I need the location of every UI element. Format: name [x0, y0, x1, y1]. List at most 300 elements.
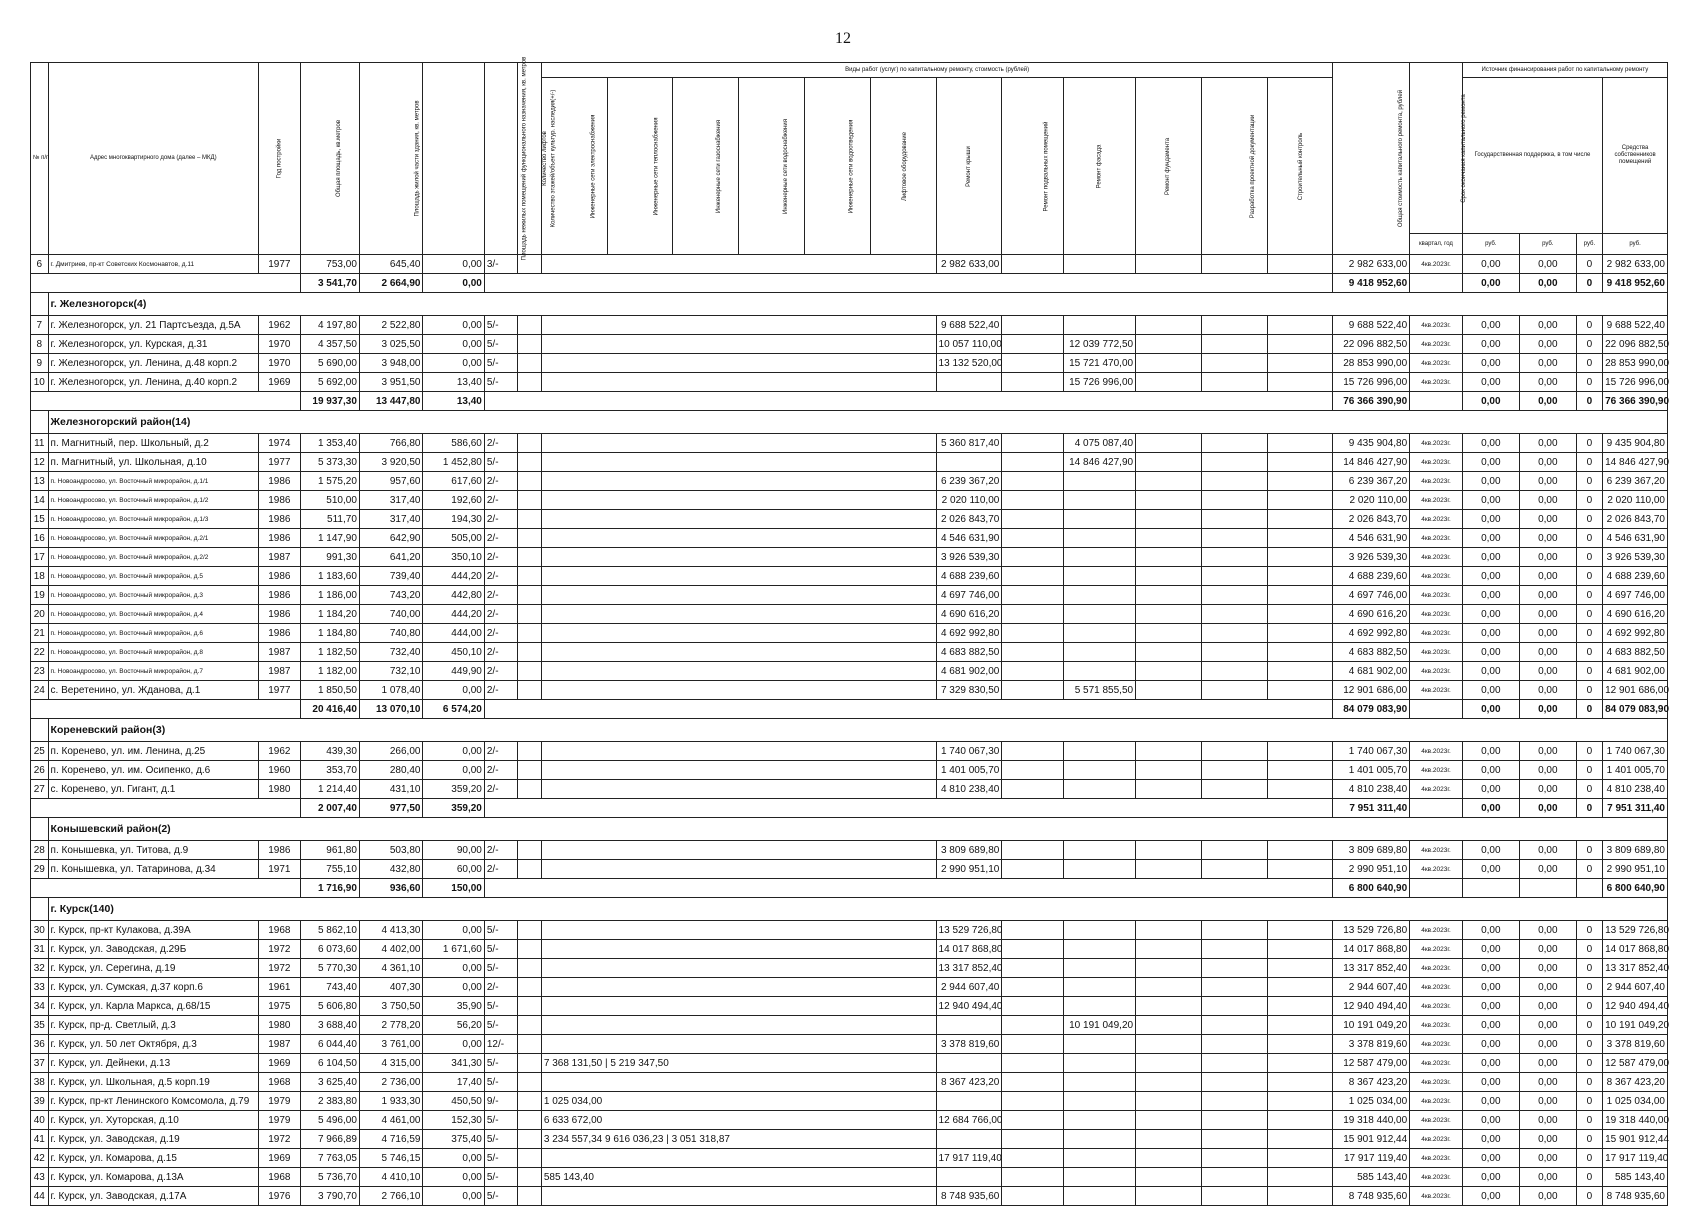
row-area-nonres: 0,00	[423, 681, 484, 700]
row-w-facade	[1063, 780, 1135, 799]
table-row	[31, 860, 1668, 879]
row-num: 14	[31, 491, 49, 510]
row-floors: 5/-	[484, 1187, 517, 1206]
row-w-design	[1201, 1073, 1267, 1092]
row-f-municipal: 0	[1576, 959, 1602, 978]
row-area-total: 4 197,80	[300, 316, 359, 335]
capital-repair-table	[30, 56, 1670, 1206]
row-f-region: 0,00	[1519, 567, 1576, 586]
row-w-design	[1201, 472, 1267, 491]
row-engineering-works	[541, 1035, 936, 1054]
row-address: г. Курск, пр-кт Ленинского Комсомола, д.79	[48, 1092, 259, 1111]
row-total-cost: 10 191 049,20	[1333, 1016, 1410, 1035]
row-area-nonres: 444,00	[423, 624, 484, 643]
row-f-fund: 0,00	[1462, 354, 1519, 373]
row-f-owners: 4 546 631,90	[1603, 529, 1668, 548]
row-engineering-works	[541, 662, 936, 681]
table-row	[31, 472, 1668, 491]
row-w-roof: 1 740 067,30	[936, 742, 1002, 761]
row-num: 37	[31, 1054, 49, 1073]
row-address: с. Коренево, ул. Гигант, д.1	[48, 780, 259, 799]
row-floors: 2/-	[484, 761, 517, 780]
row-f-fund: 0,00	[1462, 860, 1519, 879]
row-floors: 2/-	[484, 841, 517, 860]
row-w-facade	[1063, 567, 1135, 586]
row-total-cost: 12 940 494,40	[1333, 997, 1410, 1016]
row-area-nonres: 13,40	[423, 373, 484, 392]
row-w-control	[1267, 472, 1333, 491]
row-area-living: 2 522,80	[359, 316, 423, 335]
row-engineering-works	[541, 605, 936, 624]
row-f-municipal: 0	[1576, 586, 1602, 605]
row-f-municipal: 0	[1576, 1073, 1602, 1092]
row-f-region: 0,00	[1519, 255, 1576, 274]
section-label: Конышевский район(2)	[48, 818, 1667, 841]
row-w-facade: 4 075 087,40	[1063, 434, 1135, 453]
row-w-basement	[1002, 681, 1063, 700]
section-num-cell	[31, 411, 49, 434]
unit-f-municipal: руб.	[1576, 234, 1602, 255]
row-address: г. Железногорск, ул. Ленина, д.40 корп.2	[48, 373, 259, 392]
row-num: 38	[31, 1073, 49, 1092]
row-w-roof: 7 329 830,50	[936, 681, 1002, 700]
row-w-facade	[1063, 860, 1135, 879]
subtotal-empty-works	[484, 274, 1333, 293]
row-w-facade	[1063, 548, 1135, 567]
row-floors: 2/-	[484, 681, 517, 700]
subtotal-area-total: 19 937,30	[300, 392, 359, 411]
row-total-cost: 15 726 996,00	[1333, 373, 1410, 392]
section-num-cell	[31, 818, 49, 841]
row-term: 4кв.2023г.	[1410, 354, 1463, 373]
row-f-fund: 0,00	[1462, 1054, 1519, 1073]
row-w-foundation	[1136, 742, 1202, 761]
subtotal-f-owners: 7 951 311,40	[1603, 799, 1668, 818]
row-w-foundation	[1136, 1092, 1202, 1111]
table-row	[31, 1168, 1668, 1187]
row-area-nonres: 60,00	[423, 860, 484, 879]
table-row	[31, 997, 1668, 1016]
row-term: 4кв.2023г.	[1410, 586, 1463, 605]
row-lifts	[517, 1016, 541, 1035]
row-engineering-works	[541, 316, 936, 335]
row-f-fund: 0,00	[1462, 1035, 1519, 1054]
row-total-cost: 6 239 367,20	[1333, 472, 1410, 491]
subtotal-f-fund	[1462, 879, 1519, 898]
row-lifts	[517, 335, 541, 354]
row-engineering-works	[541, 978, 936, 997]
row-floors: 5/-	[484, 1130, 517, 1149]
table-row	[31, 1054, 1668, 1073]
row-lifts	[517, 681, 541, 700]
row-area-nonres: 505,00	[423, 529, 484, 548]
row-year: 1980	[259, 1016, 301, 1035]
subtotal-f-owners: 84 079 083,90	[1603, 700, 1668, 719]
row-w-roof	[936, 1016, 1002, 1035]
row-area-living: 5 746,15	[359, 1149, 423, 1168]
row-w-facade	[1063, 742, 1135, 761]
header-area-total: Общая площадь, кв.метров	[300, 63, 359, 255]
row-f-region: 0,00	[1519, 1054, 1576, 1073]
row-w-control	[1267, 761, 1333, 780]
row-address: г. Курск, ул. Дейнеки, д.13	[48, 1054, 259, 1073]
row-total-cost: 4 546 631,90	[1333, 529, 1410, 548]
row-w-foundation	[1136, 860, 1202, 879]
row-f-fund: 0,00	[1462, 959, 1519, 978]
row-term: 4кв.2023г.	[1410, 742, 1463, 761]
row-w-facade: 14 846 427,90	[1063, 453, 1135, 472]
row-total-cost: 3 378 819,60	[1333, 1035, 1410, 1054]
row-lifts	[517, 491, 541, 510]
row-f-municipal: 0	[1576, 1035, 1602, 1054]
row-w-roof: 3 926 539,30	[936, 548, 1002, 567]
row-floors: 5/-	[484, 1073, 517, 1092]
row-f-owners: 22 096 882,50	[1603, 335, 1668, 354]
row-address: п. Новоандросово, ул. Восточный микрорайон, д.6	[48, 624, 259, 643]
row-area-nonres: 0,00	[423, 978, 484, 997]
row-year: 1970	[259, 354, 301, 373]
row-f-owners: 12 901 686,00	[1603, 681, 1668, 700]
row-lifts	[517, 529, 541, 548]
row-engineering-works	[541, 1073, 936, 1092]
row-w-roof: 14 017 868,80	[936, 940, 1002, 959]
row-num: 42	[31, 1149, 49, 1168]
row-total-cost: 19 318 440,00	[1333, 1111, 1410, 1130]
row-w-control	[1267, 978, 1333, 997]
row-f-region: 0,00	[1519, 940, 1576, 959]
row-w-roof: 3 809 689,80	[936, 841, 1002, 860]
row-w-roof	[936, 1130, 1002, 1149]
row-f-region: 0,00	[1519, 860, 1576, 879]
row-area-living: 431,10	[359, 780, 423, 799]
row-f-owners: 3 378 819,60	[1603, 1035, 1668, 1054]
subtotal-area-nonres: 359,20	[423, 799, 484, 818]
row-f-municipal: 0	[1576, 681, 1602, 700]
row-f-region: 0,00	[1519, 1149, 1576, 1168]
row-year: 1968	[259, 1168, 301, 1187]
row-term: 4кв.2023г.	[1410, 491, 1463, 510]
row-f-fund: 0,00	[1462, 624, 1519, 643]
table-row	[31, 1092, 1668, 1111]
row-term: 4кв.2023г.	[1410, 1054, 1463, 1073]
row-f-municipal: 0	[1576, 335, 1602, 354]
row-f-municipal: 0	[1576, 434, 1602, 453]
row-w-design	[1201, 1092, 1267, 1111]
row-area-living: 317,40	[359, 510, 423, 529]
table-row	[31, 1073, 1668, 1092]
row-area-total: 5 606,80	[300, 997, 359, 1016]
row-area-nonres: 359,20	[423, 780, 484, 799]
row-area-total: 1 147,90	[300, 529, 359, 548]
row-f-municipal: 0	[1576, 780, 1602, 799]
row-floors: 5/-	[484, 1016, 517, 1035]
row-w-control	[1267, 921, 1333, 940]
row-num: 23	[31, 662, 49, 681]
row-lifts	[517, 1149, 541, 1168]
row-w-basement	[1002, 1016, 1063, 1035]
row-area-living: 3 761,00	[359, 1035, 423, 1054]
table-row	[31, 373, 1668, 392]
row-f-fund: 0,00	[1462, 1130, 1519, 1149]
row-f-owners: 13 529 726,80	[1603, 921, 1668, 940]
row-lifts	[517, 472, 541, 491]
row-lifts	[517, 624, 541, 643]
header-w-roof: Ремонт крыши	[936, 78, 1002, 255]
row-w-facade: 5 571 855,50	[1063, 681, 1135, 700]
header-funding-group: Источник финансирования работ по капитальному ремонту	[1462, 63, 1667, 78]
subtotal-total-cost: 9 418 952,60	[1333, 274, 1410, 293]
row-w-design	[1201, 586, 1267, 605]
row-year: 1977	[259, 453, 301, 472]
header-floors: Количество этажей/объект культур. наследия(+/-)	[484, 63, 517, 255]
row-w-design	[1201, 567, 1267, 586]
row-w-design	[1201, 1130, 1267, 1149]
row-w-foundation	[1136, 316, 1202, 335]
row-area-total: 1 186,00	[300, 586, 359, 605]
row-num: 13	[31, 472, 49, 491]
row-f-owners: 2 990 951,10	[1603, 860, 1668, 879]
section-label: г. Железногорск(4)	[48, 293, 1667, 316]
row-num: 25	[31, 742, 49, 761]
row-f-owners: 28 853 990,00	[1603, 354, 1668, 373]
row-term: 4кв.2023г.	[1410, 624, 1463, 643]
row-w-design	[1201, 510, 1267, 529]
row-w-basement	[1002, 1149, 1063, 1168]
row-area-total: 5 690,00	[300, 354, 359, 373]
row-w-facade	[1063, 662, 1135, 681]
row-year: 1972	[259, 940, 301, 959]
row-address: п. Новоандросово, ул. Восточный микрорайон, д.4	[48, 605, 259, 624]
row-engineering-works	[541, 335, 936, 354]
row-year: 1972	[259, 1130, 301, 1149]
row-f-municipal: 0	[1576, 761, 1602, 780]
row-f-owners: 4 683 882,50	[1603, 643, 1668, 662]
row-term: 4кв.2023г.	[1410, 959, 1463, 978]
table-row	[31, 491, 1668, 510]
row-w-roof	[936, 1054, 1002, 1073]
row-area-total: 1 183,60	[300, 567, 359, 586]
row-f-region: 0,00	[1519, 624, 1576, 643]
row-w-basement	[1002, 373, 1063, 392]
row-f-municipal: 0	[1576, 354, 1602, 373]
row-year: 1986	[259, 567, 301, 586]
row-area-total: 1 184,80	[300, 624, 359, 643]
row-engineering-works	[541, 529, 936, 548]
row-area-living: 3 025,50	[359, 335, 423, 354]
row-num: 9	[31, 354, 49, 373]
table-row	[31, 662, 1668, 681]
row-area-nonres: 617,60	[423, 472, 484, 491]
row-term: 4кв.2023г.	[1410, 1016, 1463, 1035]
row-area-total: 511,70	[300, 510, 359, 529]
subtotal-f-municipal: 0	[1576, 799, 1602, 818]
row-term: 4кв.2023г.	[1410, 335, 1463, 354]
row-engineering-works	[541, 255, 936, 274]
header-num: № п/п	[31, 63, 49, 255]
subtotal-row	[31, 392, 1668, 411]
row-f-owners: 585 143,40	[1603, 1168, 1668, 1187]
row-f-fund: 0,00	[1462, 529, 1519, 548]
row-f-region: 0,00	[1519, 1073, 1576, 1092]
row-f-region: 0,00	[1519, 643, 1576, 662]
row-w-basement	[1002, 761, 1063, 780]
row-f-owners: 4 810 238,40	[1603, 780, 1668, 799]
row-lifts	[517, 978, 541, 997]
table-row	[31, 354, 1668, 373]
row-w-roof: 5 360 817,40	[936, 434, 1002, 453]
row-area-total: 510,00	[300, 491, 359, 510]
row-f-fund: 0,00	[1462, 335, 1519, 354]
row-f-region: 0,00	[1519, 997, 1576, 1016]
row-w-control	[1267, 434, 1333, 453]
header-year: Год постройки	[259, 63, 301, 255]
row-floors: 2/-	[484, 742, 517, 761]
row-engineering-works	[541, 1016, 936, 1035]
table-row	[31, 453, 1668, 472]
row-lifts	[517, 1035, 541, 1054]
row-total-cost: 28 853 990,00	[1333, 354, 1410, 373]
row-address: г. Курск, ул. Заводская, д.19	[48, 1130, 259, 1149]
row-w-design	[1201, 662, 1267, 681]
row-year: 1970	[259, 335, 301, 354]
row-engineering-works	[541, 567, 936, 586]
row-area-nonres: 375,40	[423, 1130, 484, 1149]
row-area-nonres: 0,00	[423, 742, 484, 761]
row-w-design	[1201, 1035, 1267, 1054]
row-w-basement	[1002, 921, 1063, 940]
row-area-nonres: 1 671,60	[423, 940, 484, 959]
row-w-roof: 4 690 616,20	[936, 605, 1002, 624]
row-address: г. Курск, ул. Хуторская, д.10	[48, 1111, 259, 1130]
row-w-foundation	[1136, 548, 1202, 567]
table-row	[31, 567, 1668, 586]
row-area-nonres: 350,10	[423, 548, 484, 567]
row-w-control	[1267, 1016, 1333, 1035]
table-row	[31, 978, 1668, 997]
row-f-owners: 4 692 992,80	[1603, 624, 1668, 643]
row-engineering-works	[541, 959, 936, 978]
table-row	[31, 605, 1668, 624]
row-f-fund: 0,00	[1462, 491, 1519, 510]
row-w-basement	[1002, 316, 1063, 335]
row-w-control	[1267, 373, 1333, 392]
row-w-foundation	[1136, 1187, 1202, 1206]
row-num: 6	[31, 255, 49, 274]
row-total-cost: 2 020 110,00	[1333, 491, 1410, 510]
table-row	[31, 780, 1668, 799]
row-f-region: 0,00	[1519, 453, 1576, 472]
row-f-municipal: 0	[1576, 472, 1602, 491]
row-num: 22	[31, 643, 49, 662]
row-lifts	[517, 780, 541, 799]
row-area-total: 753,00	[300, 255, 359, 274]
row-w-design	[1201, 529, 1267, 548]
row-w-basement	[1002, 841, 1063, 860]
row-total-cost: 12 901 686,00	[1333, 681, 1410, 700]
row-engineering-works	[541, 548, 936, 567]
row-w-basement	[1002, 959, 1063, 978]
subtotal-f-owners: 9 418 952,60	[1603, 274, 1668, 293]
row-year: 1979	[259, 1092, 301, 1111]
row-lifts	[517, 567, 541, 586]
row-w-basement	[1002, 780, 1063, 799]
row-w-roof: 2 020 110,00	[936, 491, 1002, 510]
row-w-basement	[1002, 742, 1063, 761]
row-engineering-works	[541, 434, 936, 453]
row-f-owners: 19 318 440,00	[1603, 1111, 1668, 1130]
subtotal-total-cost: 7 951 311,40	[1333, 799, 1410, 818]
row-w-facade: 12 039 772,50	[1063, 335, 1135, 354]
row-lifts	[517, 1187, 541, 1206]
row-area-total: 743,40	[300, 978, 359, 997]
row-address: п. Новоандросово, ул. Восточный микрорайон, д.5	[48, 567, 259, 586]
row-area-total: 5 496,00	[300, 1111, 359, 1130]
row-area-total: 1 184,20	[300, 605, 359, 624]
row-engineering-works	[541, 780, 936, 799]
row-num: 12	[31, 453, 49, 472]
row-f-region: 0,00	[1519, 434, 1576, 453]
row-term: 4кв.2023г.	[1410, 453, 1463, 472]
table-row	[31, 1111, 1668, 1130]
row-area-total: 4 357,50	[300, 335, 359, 354]
row-w-roof: 4 546 631,90	[936, 529, 1002, 548]
row-w-basement	[1002, 548, 1063, 567]
row-f-fund: 0,00	[1462, 841, 1519, 860]
row-f-fund: 0,00	[1462, 1016, 1519, 1035]
row-f-owners: 2 026 843,70	[1603, 510, 1668, 529]
row-w-foundation	[1136, 1035, 1202, 1054]
row-f-fund: 0,00	[1462, 1111, 1519, 1130]
row-address: п. Новоандросово, ул. Восточный микрорайон, д.2/2	[48, 548, 259, 567]
table-row	[31, 643, 1668, 662]
row-f-owners: 4 681 902,00	[1603, 662, 1668, 681]
row-w-control	[1267, 662, 1333, 681]
row-f-municipal: 0	[1576, 742, 1602, 761]
row-w-design	[1201, 548, 1267, 567]
row-engineering-works	[541, 681, 936, 700]
row-engineering-works	[541, 373, 936, 392]
row-year: 1968	[259, 1073, 301, 1092]
row-total-cost: 9 435 904,80	[1333, 434, 1410, 453]
row-total-cost: 2 982 633,00	[1333, 255, 1410, 274]
row-area-nonres: 0,00	[423, 959, 484, 978]
row-area-total: 5 692,00	[300, 373, 359, 392]
row-lifts	[517, 1054, 541, 1073]
row-num: 21	[31, 624, 49, 643]
row-w-basement	[1002, 1187, 1063, 1206]
row-engineering-works: 7 368 131,50 | 5 219 347,50	[541, 1054, 936, 1073]
subtotal-empty-works	[484, 879, 1333, 898]
subtotal-area-nonres: 150,00	[423, 879, 484, 898]
row-f-fund: 0,00	[1462, 1073, 1519, 1092]
subtotal-area-nonres: 13,40	[423, 392, 484, 411]
row-f-owners: 9 688 522,40	[1603, 316, 1668, 335]
subtotal-f-region: 0,00	[1519, 799, 1576, 818]
row-w-control	[1267, 255, 1333, 274]
row-f-region: 0,00	[1519, 662, 1576, 681]
row-f-fund: 0,00	[1462, 780, 1519, 799]
row-w-facade	[1063, 1092, 1135, 1111]
row-f-owners: 17 917 119,40	[1603, 1149, 1668, 1168]
row-w-roof: 13 529 726,80	[936, 921, 1002, 940]
row-address: г. Курск, ул. Заводская, д.17А	[48, 1187, 259, 1206]
row-w-facade	[1063, 643, 1135, 662]
row-w-control	[1267, 959, 1333, 978]
row-w-basement	[1002, 940, 1063, 959]
subtotal-area-living: 13 070,10	[359, 700, 423, 719]
row-area-nonres: 341,30	[423, 1054, 484, 1073]
row-f-owners: 3 809 689,80	[1603, 841, 1668, 860]
